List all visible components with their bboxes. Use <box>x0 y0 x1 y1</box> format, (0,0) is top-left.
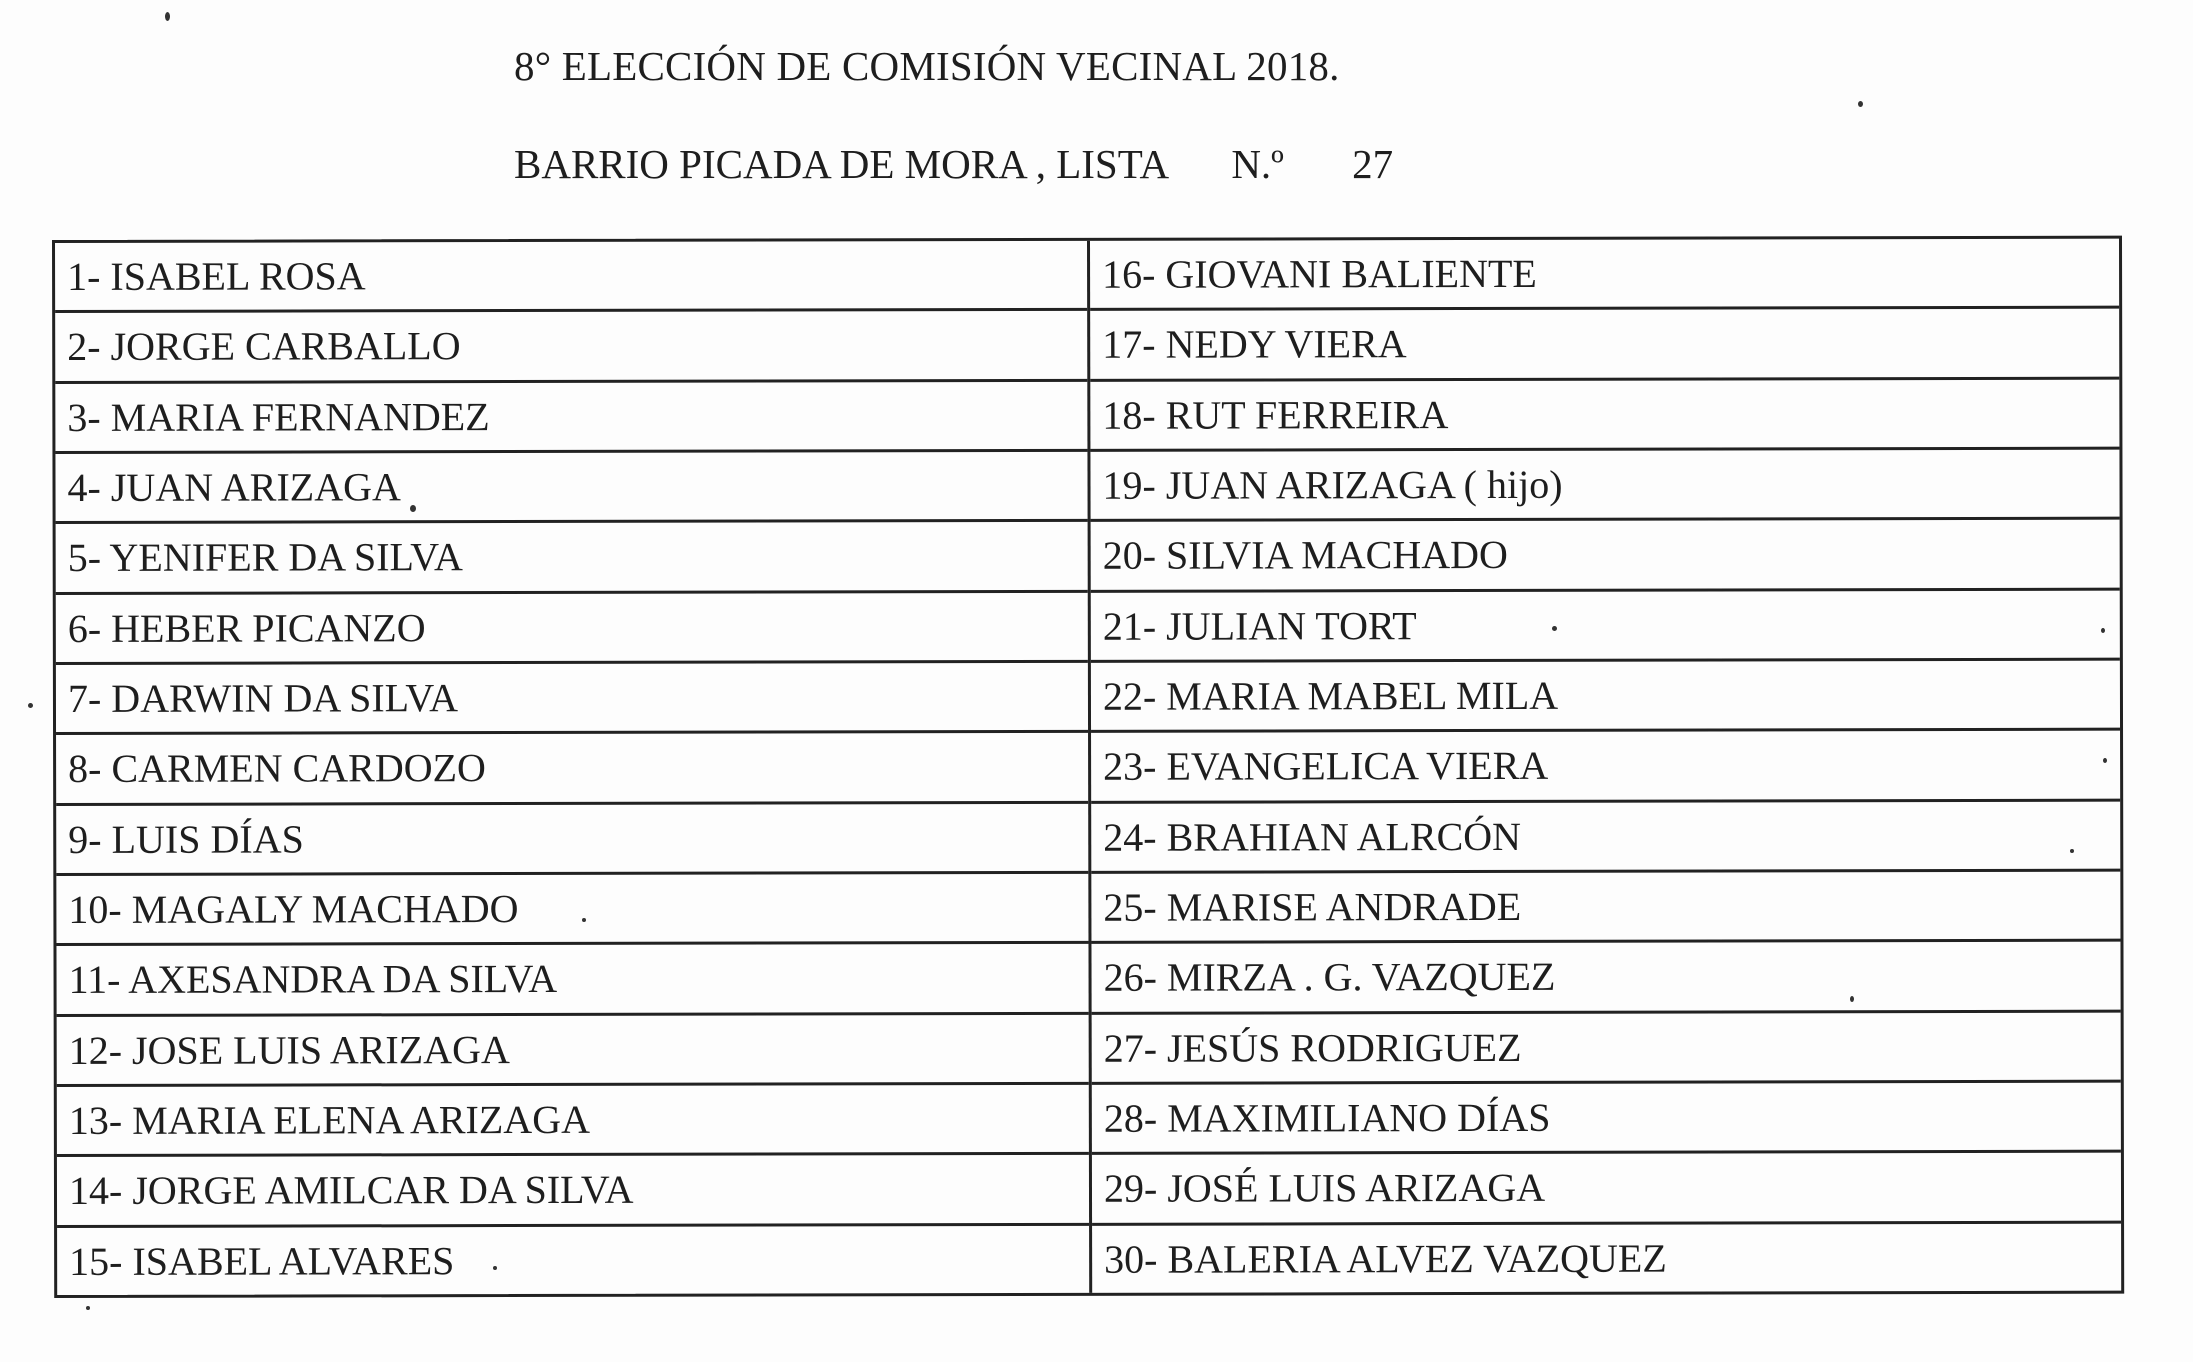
scan-speck <box>1858 101 1863 107</box>
document-subtitle <box>514 140 1393 188</box>
roster-left-column <box>55 241 1092 1295</box>
roster-cell: 5- YENIFER DA SILVA <box>56 522 1088 594</box>
roster-cell: 28- MAXIMILIANO DÍAS <box>1092 1083 2121 1155</box>
roster-cell: 1- ISABEL ROSA <box>55 241 1087 313</box>
scan-speck <box>2101 628 2105 633</box>
roster-table <box>52 236 2124 1298</box>
roster-right-column <box>1090 239 2121 1293</box>
document-title: 8° ELECCIÓN DE COMISIÓN VECINAL 2018. <box>514 43 1340 89</box>
roster-cell: 21- JULIAN TORT <box>1091 590 2120 662</box>
scan-speck <box>1850 996 1854 1002</box>
subtitle-barrio: BARRIO PICADA DE MORA , LISTA <box>514 141 1170 187</box>
roster-cell: 15- ISABEL ALVARES <box>69 1237 455 1284</box>
roster-cell: 27- JESÚS RODRIGUEZ <box>1092 1012 2121 1084</box>
scan-speck <box>165 12 170 21</box>
roster-cell: 29- JOSÉ LUIS ARIZAGA <box>1092 1153 2121 1225</box>
roster-cell: 10- MAGALY MACHADO <box>56 874 1088 946</box>
scan-speck <box>2103 758 2107 763</box>
roster-cell: 25- MARISE ANDRADE <box>1091 872 2120 944</box>
roster-cell: 2- JORGE CARBALLO <box>55 311 1087 383</box>
roster-cell: 16- GIOVANI BALIENTE <box>1090 239 2119 311</box>
subtitle-list-label: N.º <box>1231 141 1284 187</box>
roster-cell: 26- MIRZA . G. VAZQUEZ <box>1091 942 2120 1014</box>
roster-cell: 11- AXESANDRA DA SILVA <box>56 944 1088 1016</box>
scan-speck <box>2070 849 2074 853</box>
roster-cell: 20- SILVIA MACHADO <box>1091 520 2120 592</box>
roster-cell: 30- BALERIA ALVEZ VAZQUEZ <box>1104 1235 1667 1282</box>
roster-cell: 22- MARIA MABEL MILA <box>1091 661 2120 733</box>
scan-speck <box>28 703 33 708</box>
roster-cell: 8- CARMEN CARDOZO <box>56 733 1088 805</box>
scan-speck <box>86 1306 90 1310</box>
roster-cell: 12- JOSE LUIS ARIZAGA <box>57 1014 1089 1086</box>
scan-speck <box>410 505 416 512</box>
roster-cell: 23- EVANGELICA VIERA <box>1091 731 2120 803</box>
roster-cell: 3- MARIA FERNANDEZ <box>55 381 1087 453</box>
scan-speck <box>582 918 586 922</box>
scan-speck <box>493 1266 497 1270</box>
roster-cell: 13- MARIA ELENA ARIZAGA <box>57 1085 1089 1157</box>
roster-cell: 17- NEDY VIERA <box>1090 309 2119 381</box>
roster-cell: 18- RUT FERREIRA <box>1090 379 2119 451</box>
roster-cell: 7- DARWIN DA SILVA <box>56 663 1088 735</box>
roster-cell: 19- JUAN ARIZAGA ( hijo) <box>1090 450 2119 522</box>
roster-cell: 14- JORGE AMILCAR DA SILVA <box>57 1155 1089 1227</box>
roster-cell: 9- LUIS DÍAS <box>56 803 1088 875</box>
subtitle-list-number: 27 <box>1352 141 1394 187</box>
scan-speck <box>1552 626 1557 631</box>
roster-cell: 4- JUAN ARIZAGA <box>55 452 1087 524</box>
roster-cell: 6- HEBER PICANZO <box>56 592 1088 664</box>
roster-cell: 24- BRAHIAN ALRCÓN <box>1091 801 2120 873</box>
